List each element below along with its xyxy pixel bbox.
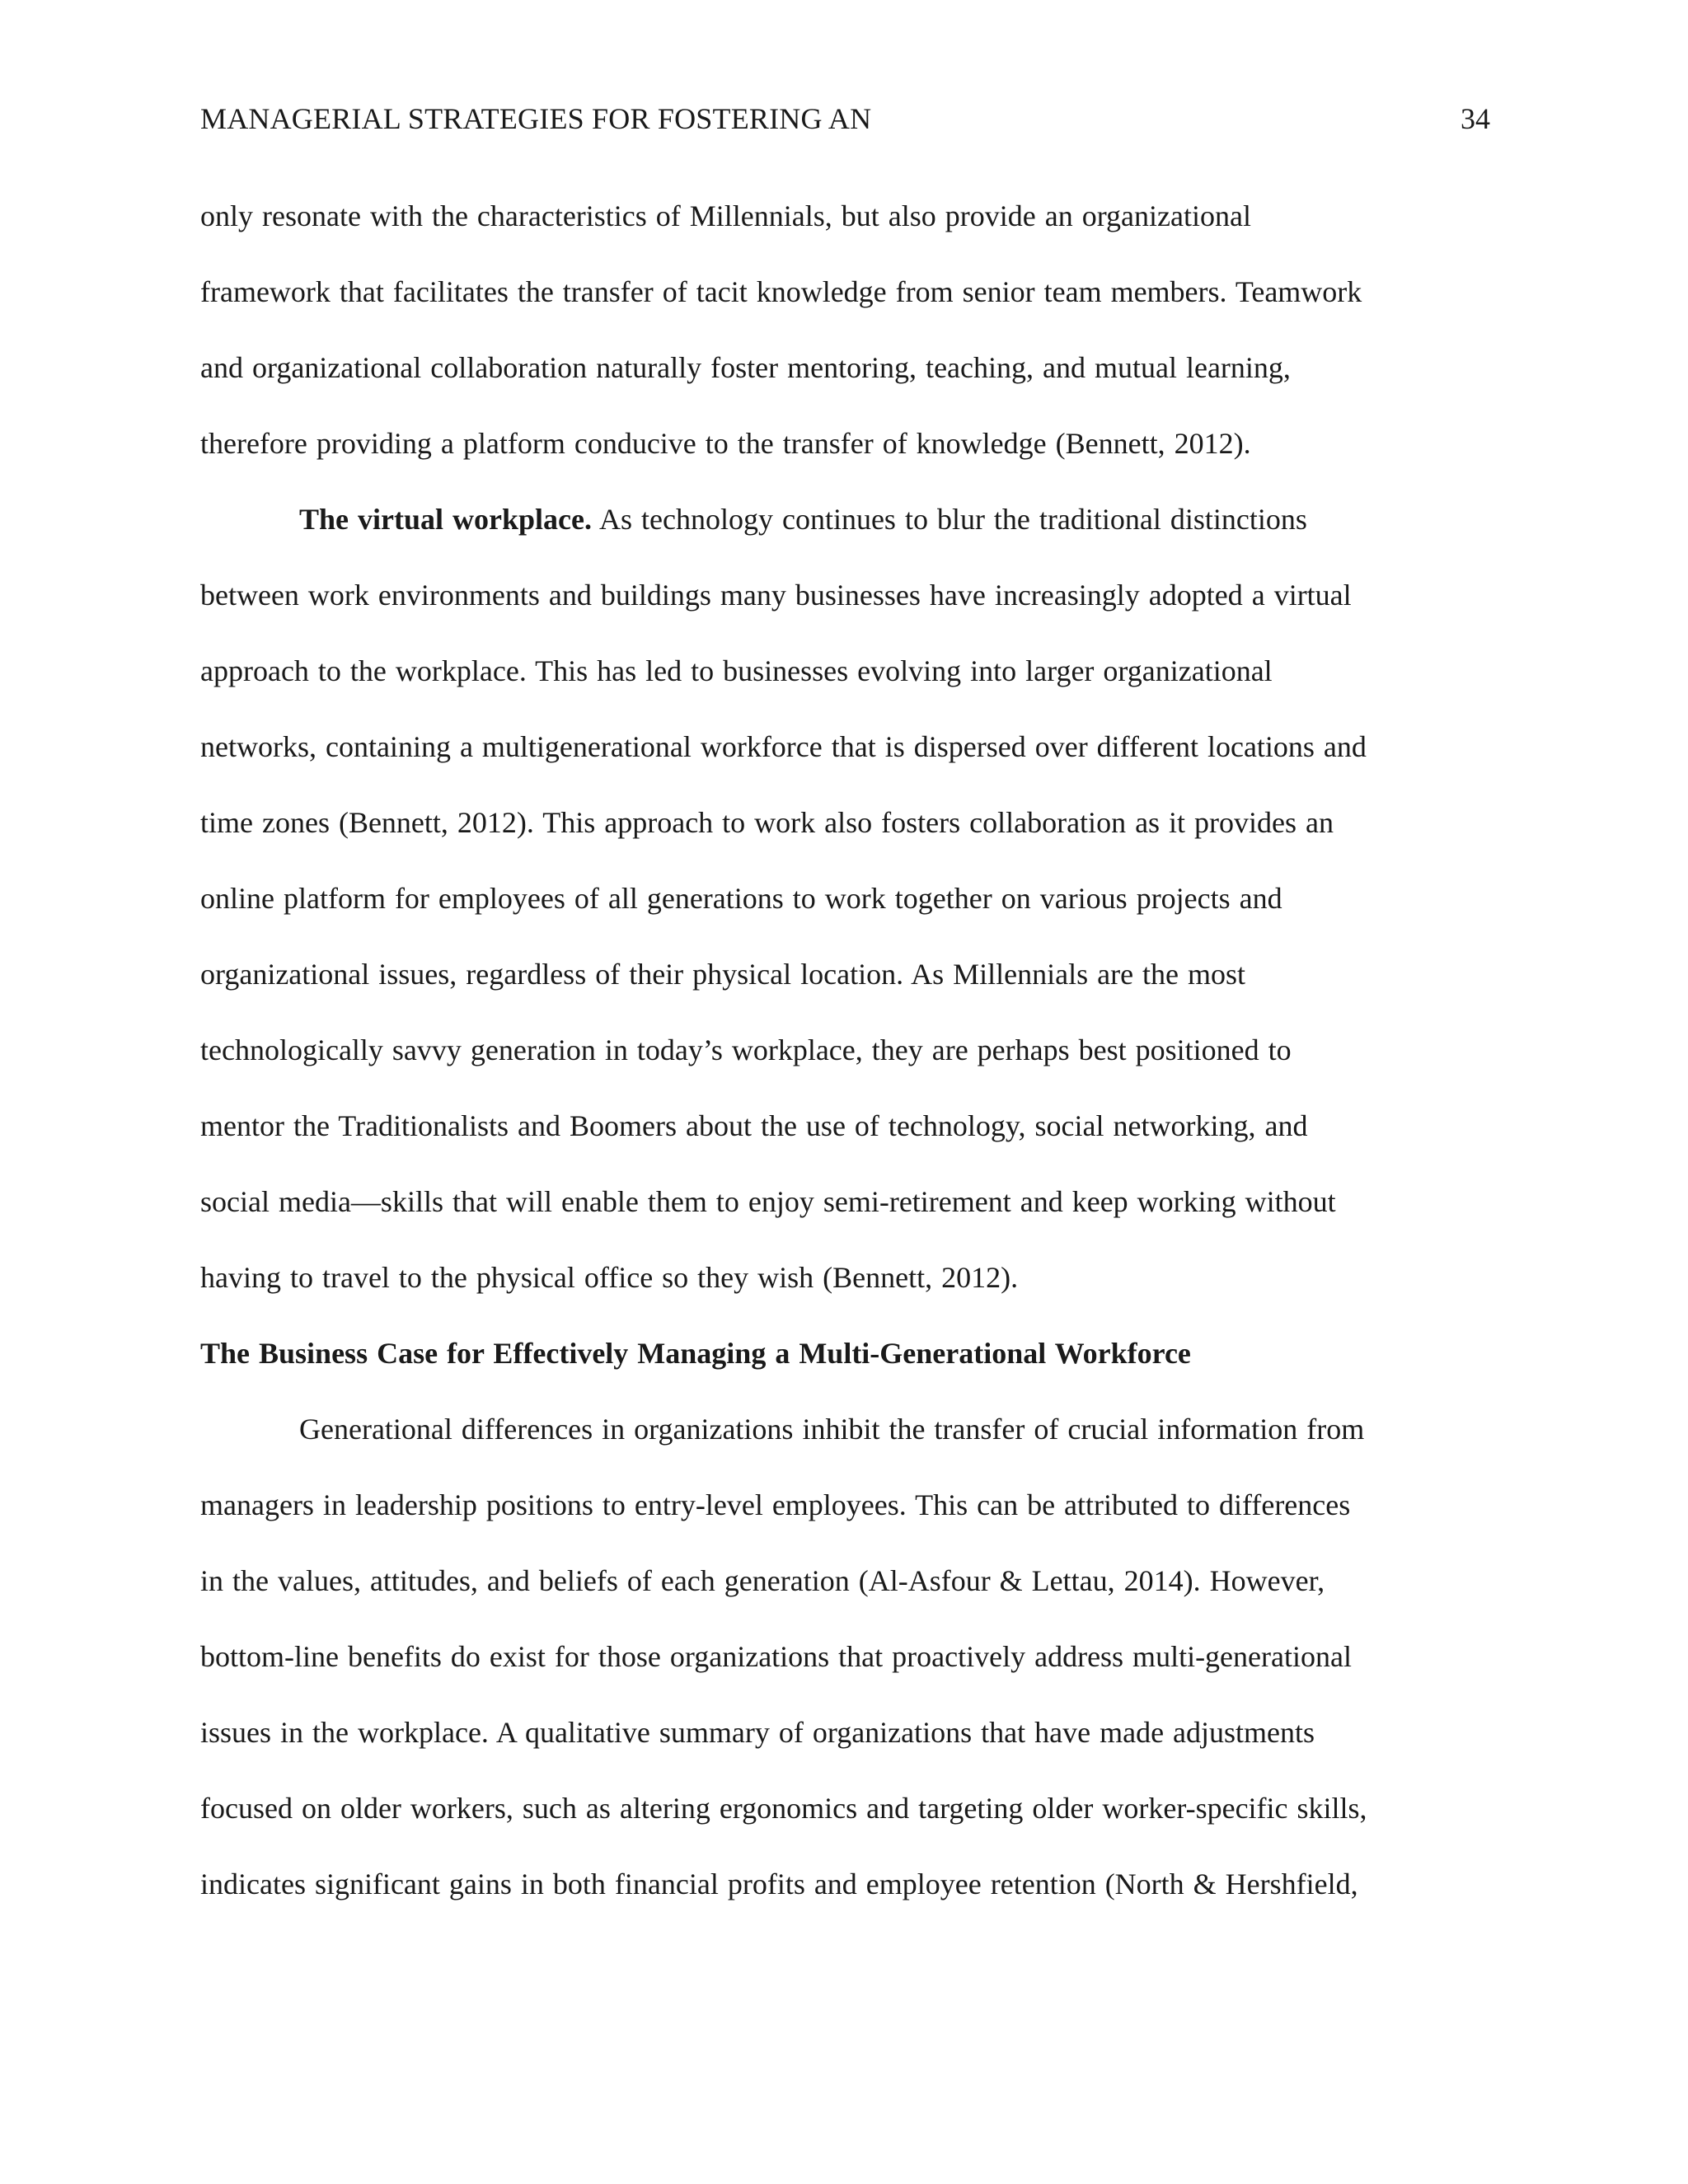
run-in-heading-virtual-workplace: The virtual workplace. [299, 503, 592, 536]
paragraph-1-line-2: framework that facilitates the transfer of tacit knowledge from senior team members. Teamwork [200, 275, 1362, 308]
paragraph-2-line-7: organizational issues, regardless of their physical location. As Millennials are the most [200, 958, 1246, 991]
paragraph-1-line-1: only resonate with the characteristics of Millennials, but also provide an organizational [200, 199, 1251, 232]
paragraph-2-line-1 [200, 494, 1486, 570]
paragraph-2-line-2: between work environments and buildings many businesses have increasingly adopted a virtual [200, 579, 1352, 612]
paragraph-2-line-9: mentor the Traditionalists and Boomers about the use of technology, social networking, and [200, 1109, 1308, 1142]
paragraph-2-line-5: time zones (Bennett, 2012). This approach to work also fosters collaboration as it provides an [200, 806, 1334, 839]
paragraph-3-line-7: indicates significant gains in both financial profits and employee retention (North & Hershfield, [200, 1868, 1358, 1900]
body-text [200, 191, 1486, 1935]
section-heading: The Business Case for Effectively Managing a Multi-Generational Workforce [200, 1337, 1191, 1370]
paragraph-3-line-6: focused on older workers, such as altering ergonomics and targeting older worker-specific skills, [200, 1792, 1367, 1825]
paragraph-3-line-5: issues in the workplace. A qualitative summary of organizations that have made adjustments [200, 1716, 1315, 1749]
paragraph-1-line-4: therefore providing a platform conducive to the transfer of knowledge (Bennett, 2012). [200, 427, 1251, 460]
paragraph-2-line-6: online platform for employees of all generations to work together on various projects and [200, 882, 1282, 915]
paragraph-1-line-3: and organizational collaboration naturally foster mentoring, teaching, and mutual learning, [200, 351, 1291, 384]
paragraph-3-line-3: in the values, attitudes, and beliefs of each generation (Al-Asfour & Lettau, 2014). However, [200, 1564, 1325, 1597]
paragraph-2-line-4: networks, containing a multigenerational workforce that is dispersed over different locations and [200, 730, 1367, 763]
running-head: MANAGERIAL STRATEGIES FOR FOSTERING AN [200, 102, 872, 135]
page-number: 34 [1461, 102, 1490, 135]
paragraph-3-line-4: bottom-line benefits do exist for those organizations that proactively address multi-generational [200, 1640, 1352, 1673]
paragraph-2-first-line-text: As technology continues to blur the traditional distinctions [591, 503, 1307, 536]
paragraph-3-line-1: Generational differences in organizations inhibit the transfer of crucial information from [299, 1413, 1365, 1446]
paragraph-2-line-11: having to travel to the physical office so they wish (Bennett, 2012). [200, 1261, 1019, 1294]
paragraph-2-line-8: technologically savvy generation in today’s workplace, they are perhaps best positioned to [200, 1033, 1292, 1066]
paragraph-2-line-10: social media—skills that will enable them to enjoy semi-retirement and keep working without [200, 1185, 1336, 1218]
paragraph-3-line-2: managers in leadership positions to entry-level employees. This can be attributed to differences [200, 1488, 1351, 1521]
paragraph-2-line-3: approach to the workplace. This has led to businesses evolving into larger organizational [200, 654, 1273, 687]
